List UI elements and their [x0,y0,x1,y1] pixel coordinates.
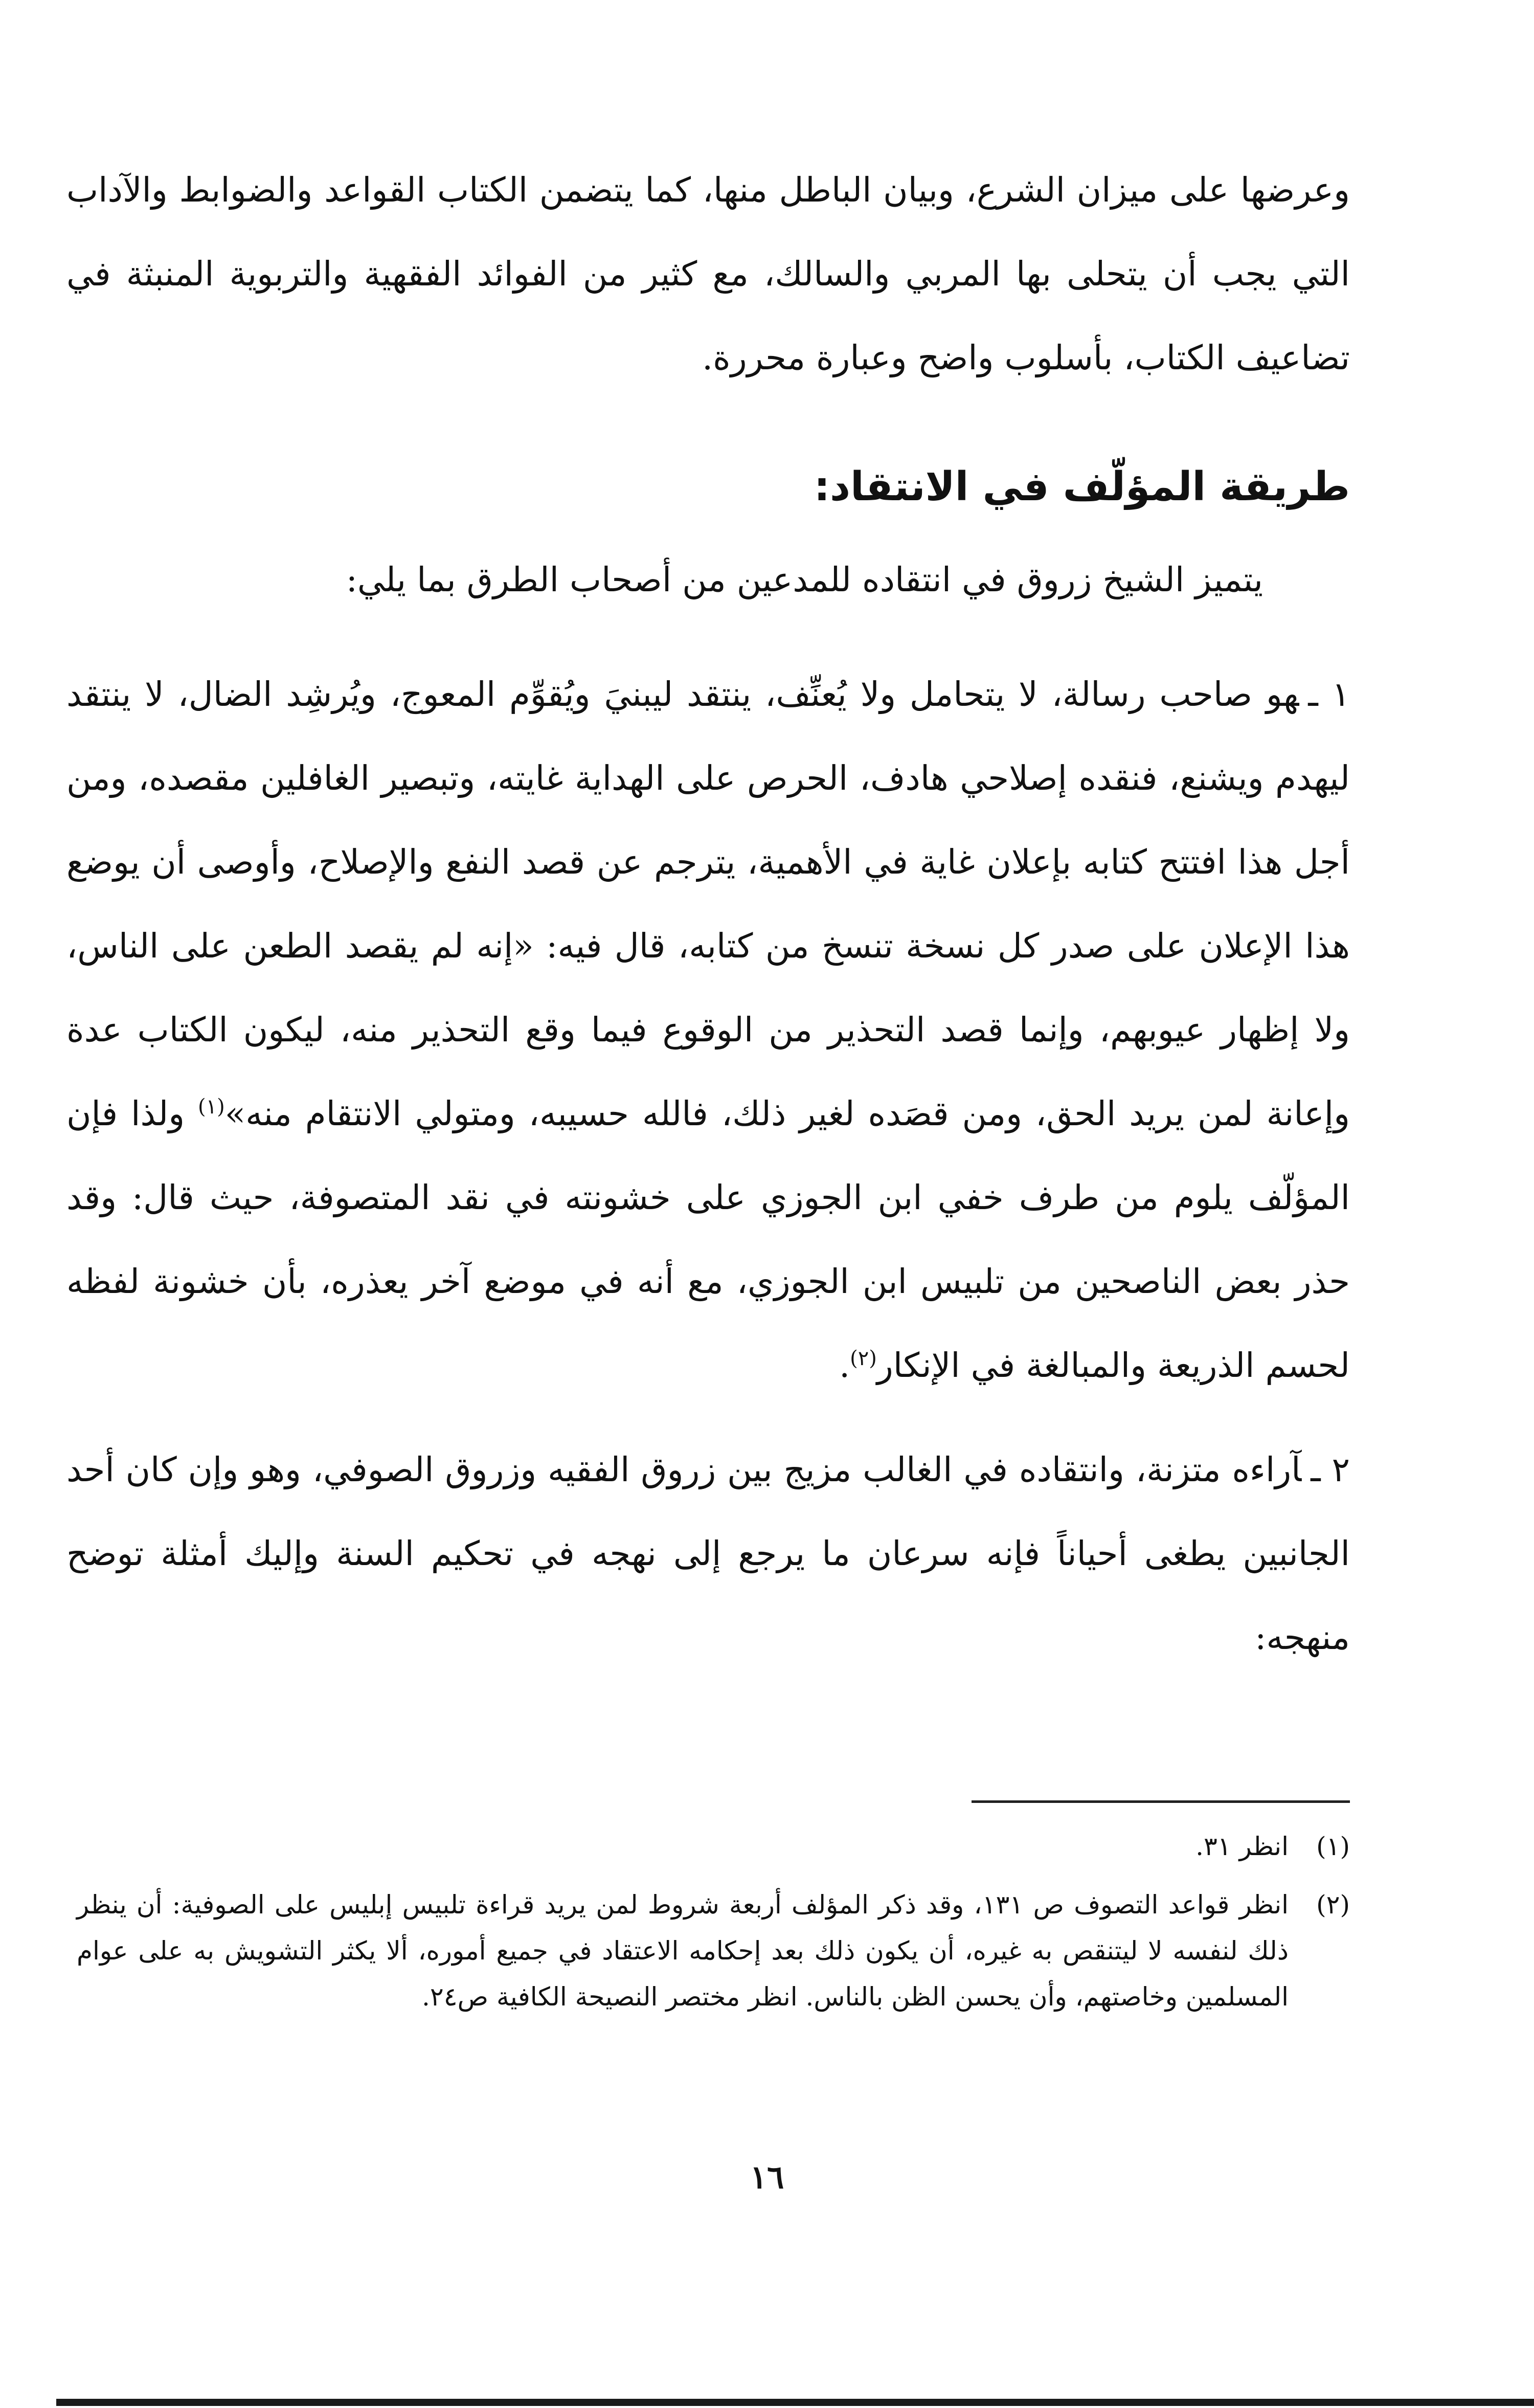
footnote-text: انظر ٣١. [1195,1832,1289,1861]
footnotes [77,1823,1350,2032]
list-item-2 [66,1428,1350,1680]
footnote-1 [77,1823,1350,1869]
section-heading: طريقة المؤلّف في الانتقاد: [814,464,1350,510]
list-item-number: ٢ ـ [1311,1450,1350,1489]
footnote-number: (١) [1316,1832,1350,1861]
footnote-text: انظر قواعد التصوف ص ١٣١، وقد ذكر المؤلف أربعة شروط لمن يريد قراءة تلبيس إبليس على الصوفية: أن ينظر ذلك لنفسه لا ليتنقص به غيره، أن يكون ذلك بعد إحكامه الاعتقاد في جميع أموره، ألا يكثر التشويش به على عوام المسلمين وخاصتهم، وأن يحسن الظن بالناس. انظر مختصر النصيحة الكافية ص٢٤. [77,1890,1289,2012]
section-intro-paragraph: يتميز الشيخ زروق في انتقاده للمدعين من أصحاب الطرق بما يلي: [346,560,1263,599]
list-item-number: ١ ـ [1308,675,1350,714]
scan-bottom-edge [56,2399,1534,2406]
footnote-separator [972,1800,1350,1803]
list-item-text-part: ولذا فإن المؤلّف يلوم من طرف خفي ابن الجوزي على خشونته في نقد المتصوفة، حيث قال: وقد حذر بعض الناصحين من تلبيس ابن الجوزي، مع أنه في موضع آخر يعذره، بأن خشونة لفظه لحسم الذريعة والمبالغة في الإنكار [66,1094,1350,1385]
footnote-reference-1[interactable]: (١) [198,1095,225,1119]
footnote-reference-2[interactable]: (٢) [850,1347,877,1370]
footnote-number: (٢) [1316,1890,1350,1920]
footnote-2 [77,1882,1350,2020]
list-item-text-part: . [839,1346,850,1385]
book-page-body [66,148,1350,1700]
list-item-1 [66,653,1350,1408]
intro-paragraph: وعرضها على ميزان الشرع، وبيان الباطل منها، كما يتضمن الكتاب القواعد والضوابط والآداب التي يجب أن يتحلى بها المربي والسالك، مع كثير من الفوائد الفقهية والتربوية المنبثة في تضاعيف الكتاب، بأسلوب واضح وعبارة محررة. [66,170,1350,377]
page-number: ١٦ [750,2158,784,2196]
list-item-text: آراءه متزنة، وانتقاده في الغالب مزيج بين زروق الفقيه وزروق الصوفي، وهو وإن كان أحد الجانبين يطغى أحياناً فإنه سرعان ما يرجع إلى نهجه في تحكيم السنة وإليك أمثلة توضح منهجه: [66,1450,1350,1657]
list-item-text-part: هو صاحب رسالة، لا يتحامل ولا يُعنِّف، ينتقد ليبنيَ ويُقوِّم المعوج، ويُرشِد الضال، لا ينتقد ليهدم ويشنع، فنقده إصلاحي هادف، الحرص على الهداية غايته، وتبصير الغافلين مقصده، ومن أجل هذا افتتح كتابه بإعلان غاية في الأهمية، يترجم عن قصد النفع والإصلاح، وأوصى أن يوضع هذا الإعلان على صدر كل نسخة تنسخ من كتابه، قال فيه: «إنه لم يقصد الطعن على الناس، ولا إظهار عيوبهم، وإنما قصد التحذير من الوقوع فيما وقع التحذير منه، ليكون الكتاب عدة وإعانة لمن يريد الحق، ومن قصَده لغير ذلك، فالله حسيبه، ومتولي الانتقام منه» [66,675,1350,1133]
